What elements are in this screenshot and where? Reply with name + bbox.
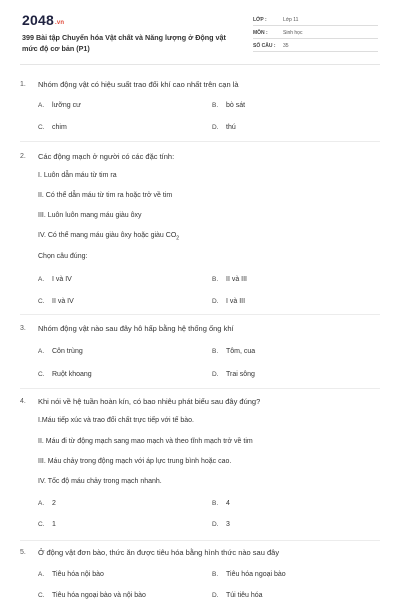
meta-subject-value: Sinh học <box>283 30 303 36</box>
meta-class-value: Lớp 11 <box>283 17 299 23</box>
question-text: Ở động vật đơn bào, thức ăn được tiêu hóa bằng hình thức nào sau đây <box>38 548 280 557</box>
meta-subject <box>253 27 378 39</box>
question-number: 4. <box>20 398 26 405</box>
statement-3: III. Máu chảy trong động mạch với áp lực trung bình hoặc cao. <box>38 458 232 465</box>
question-divider <box>20 314 380 315</box>
option-d[interactable]: D. I và III <box>212 298 246 305</box>
question-text: Khi nói về hệ tuần hoàn kín, có bao nhiêu phát biểu sau đây đúng? <box>38 397 261 406</box>
logo-text: 2048 <box>22 12 54 28</box>
page-header <box>0 0 400 68</box>
option-c[interactable]: C. Tiêu hóa ngoại bào và nội bào <box>38 592 146 599</box>
meta-question-count <box>253 40 378 52</box>
site-logo[interactable] <box>22 12 64 28</box>
option-d[interactable]: D. thú <box>212 124 236 131</box>
statement-1: I.Máu tiếp xúc và trao đổi chất trực tiếp với tế bào. <box>38 417 194 424</box>
option-c[interactable]: C. Ruột khoang <box>38 371 92 378</box>
option-b[interactable]: B. II và III <box>212 276 248 283</box>
meta-count-label: SỐ CÂU : <box>253 43 276 49</box>
option-c[interactable]: C. chim <box>38 124 67 131</box>
statement-4: IV. Có thể mang máu giàu ôxy hoặc giàu $CO_2$ <box>38 232 180 242</box>
question-text: Nhóm động vật nào sau đây hô hấp bằng hệ thống ống khí <box>38 324 234 333</box>
statement-4: IV. Tốc độ máu chảy trong mạch nhanh. <box>38 478 162 485</box>
statement-2: II. Có thể dẫn máu từ tim ra hoặc trở về tim <box>38 192 173 199</box>
question-divider <box>20 141 380 142</box>
option-d[interactable]: D. 3 <box>212 521 230 528</box>
subscript-2: 2 <box>176 235 180 242</box>
document-title-line-2: mức độ cơ bản (P1) <box>22 44 90 53</box>
option-b[interactable]: B. Tiêu hóa ngoại bào <box>212 571 286 578</box>
option-b[interactable]: B. Tôm, cua <box>212 348 256 355</box>
header-divider <box>20 64 380 65</box>
question-divider <box>20 388 380 389</box>
option-b[interactable]: B. 4 <box>212 500 230 507</box>
option-a[interactable]: A. lưỡng cư <box>38 102 81 109</box>
meta-class <box>253 14 378 26</box>
question-divider <box>20 540 380 541</box>
option-c[interactable]: C. 1 <box>38 521 56 528</box>
question-number: 3. <box>20 325 26 332</box>
statement-1: I. Luôn dẫn máu từ tim ra <box>38 172 117 179</box>
option-c[interactable]: C. II và IV <box>38 298 74 305</box>
option-a[interactable]: A. 2 <box>38 500 56 507</box>
question-prompt: Chọn câu đúng: <box>38 253 88 260</box>
meta-count-value: 35 <box>283 43 289 49</box>
option-a[interactable]: A. Tiêu hóa nội bào <box>38 571 104 578</box>
question-text: Nhóm động vật có hiệu suất trao đổi khí cao nhất trên cạn là <box>38 80 239 89</box>
question-text: Các động mạch ở người có các đặc tính: <box>38 152 175 161</box>
option-a[interactable]: A. Côn trùng <box>38 348 83 355</box>
meta-class-label: LỚP : <box>253 17 267 23</box>
option-b[interactable]: B. bò sát <box>212 102 246 109</box>
option-d[interactable]: D. Trai sông <box>212 371 255 378</box>
meta-subject-label: MÔN : <box>253 30 268 36</box>
document-title <box>22 32 242 54</box>
question-number: 1. <box>20 81 26 88</box>
question-number: 5. <box>20 549 26 556</box>
option-d[interactable]: D. Túi tiêu hóa <box>212 592 263 599</box>
question-number: 2. <box>20 153 26 160</box>
statement-2: II. Máu đi từ động mạch sang mao mạch và theo tĩnh mạch trở về tim <box>38 438 253 445</box>
option-a[interactable]: A. I và IV <box>38 276 72 283</box>
document-title-line-1: 399 Bài tập Chuyển hóa Vật chất và Năng lượng ở Động vật <box>22 33 226 42</box>
statement-3: III. Luôn luôn mang máu giàu ôxy <box>38 212 142 219</box>
logo-suffix: .vn <box>54 20 65 26</box>
